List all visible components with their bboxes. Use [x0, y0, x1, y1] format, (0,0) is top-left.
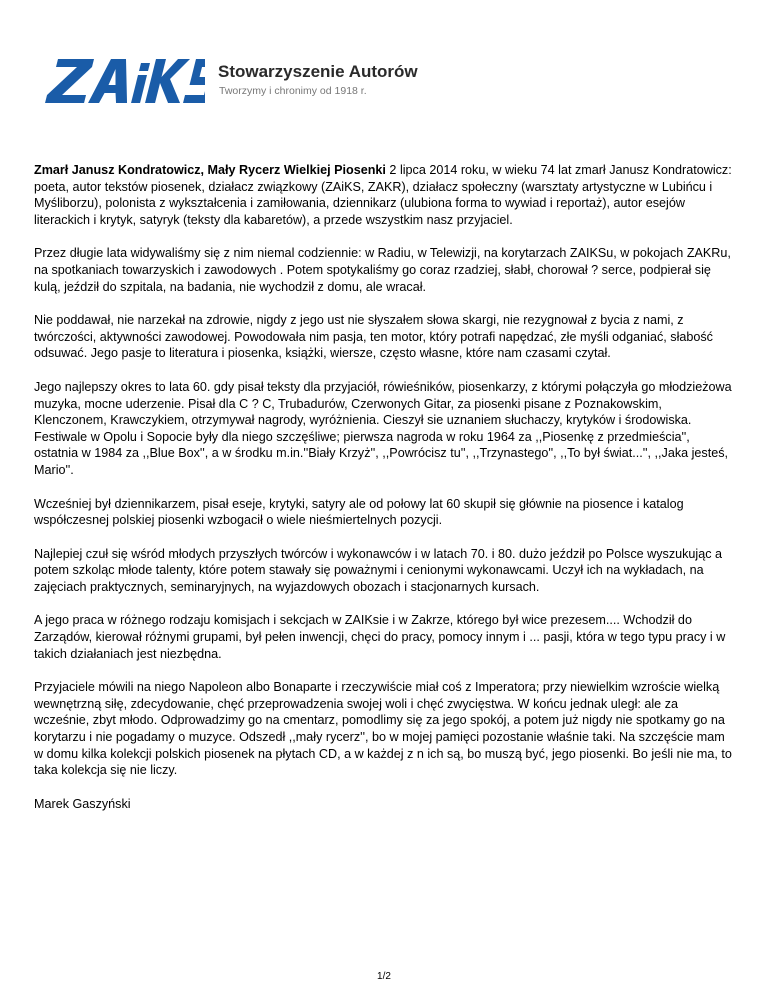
article-paragraph: Najlepiej czuł się wśród młodych przyszłych twórców i wykonawców i w latach 70. i 80. dużo jeździł po Polsce wyszukując a potem szkoląc młode talenty, które potem stawały się poważnymi i cenionymi wykonawcami. Uczył ich na wykładach, na zajęciach praktycznych, seminaryjnych, na wyjazdowych obozach i stacjonarnych kursach. — [34, 546, 723, 594]
article-lead: 2 lipca 2014 roku, w wieku 74 lat zmarł Janusz Kondratowicz: poeta, autor tekstów piosenek, działacz związkowy (ZAiKS, ZAKR), działacz społeczny (warsztaty artystyczne w Lubińcu i Myśliborzu), polonista z wykształcenia i zamiłowania, dziennikarz (ulubiona forma to wywiad i reportaż), autor esejów literackich i krytyk, satyryk (teksty dla kabaretów), a przede wszystkim nasz przyjaciel. — [34, 163, 732, 227]
page-header — [45, 55, 725, 115]
organization-tagline: Tworzymy i chronimy od 1918 r. — [219, 85, 367, 97]
organization-name: Stowarzyszenie Autorów — [218, 62, 418, 81]
article-paragraph: Nie poddawał, nie narzekał na zdrowie, nigdy z jego ust nie słyszałem słowa skargi, nie rezygnował z bycia z nami, z twórczości, aktywności zawodowej. Powodowała nim pasja, ten motor, który potrafi napędzać, złe myśli odganiać, słabość odsuwać. Jego pasje to literatura i piosenka, książki, wiersze, często własne, które nam czasami czytał. — [34, 313, 713, 361]
article-title: Zmarł Janusz Kondratowicz, Mały Rycerz Wielkiej Piosenki — [34, 163, 386, 177]
article-author: Marek Gaszyński — [34, 796, 131, 811]
article-paragraph: Przez długie lata widywaliśmy się z nim niemal codziennie: w Radiu, w Telewizji, na korytarzach ZAIKSu, w pokojach ZAKRu, na spotkaniach towarzyskich i zawodowych . Potem spotykaliśmy go coraz rzadziej, słabł, chorował ? serce, podpierał się kulą, jeździł do szpitala, na badania, nie wychodził z domu, ale wracał. — [34, 246, 731, 294]
article-paragraph: Wcześniej był dziennikarzem, pisał eseje, krytyki, satyry ale od połowy lat 60 skupił się głównie na piosence i katalog współczesnej polskiej piosenki wzbogacił o wiele nieśmiertelnych pozycji. — [34, 496, 684, 528]
article-body — [34, 162, 734, 829]
page-number: 1/2 — [377, 971, 391, 982]
zaiks-logo — [45, 55, 205, 107]
article-paragraph: A jego praca w różnego rodzaju komisjach i sekcjach w ZAIKsie i w Zakrze, którego był wice prezesem.... Wchodził do Zarządów, kierował różnymi grupami, był pełen inwencji, chęci do pracy, pomocy innym i ... pasji, która w tego typu pracy i w takich działaniach jest niezbędna. — [34, 613, 726, 661]
article-paragraph: Przyjaciele mówili na niego Napoleon albo Bonaparte i rzeczywiście miał coś z Imperatora; przy niewielkim wzroście wielką wewnętrzną siłę, zdecydowanie, chęć przeprowadzenia swojej woli i chęć zwycięstwa. W końcu jednak uległ: ale za wcześnie, zbyt młodo. Odprowadzimy go na cmentarz, pomodlimy się za jego spokój, a potem już nigdy nie spotkamy go na korytarzu i nie pogadamy o muzyce. Odszedł ,,mały rycerz'', bo w mojej pamięci pozostanie właśnie taki. Na szczęście mam w domu kilka kolekcji polskich piosenek na płytach CD, a w każdej z n ich są, bo muszą być, jego piosenki. Bo jeśli nie ma, to taka kolekcja się nie liczy. — [34, 680, 732, 778]
article-lead-paragraph — [34, 162, 734, 228]
article-paragraph: Jego najlepszy okres to lata 60. gdy pisał teksty dla przyjaciół, rówieśników, piosenkarzy, z którymi połączyła go młodzieżowa muzyka, mocne uderzenie. Pisał dla C ? C, Trubadurów, Czerwonych Gitar, za piosenki pisane z Poznakowskim, Klenczonem, Krawczykiem, otrzymywał nagrody, wyróżnienia. Cieszył sie uznaniem słuchaczy, krytyków i środowiska. Festiwale w Opolu i Sopocie były dla niego szczęśliwe; pierwsza nagroda w roku 1964 za ,,Piosenkę z przedmieścia'', ostatnia w 1984 za ,,Blue Box'', a w środku m.in.''Biały Krzyż'', ,,Powrócisz tu'', ,,Trzynastego'', ,,To był świat...'', ,,Jaka jesteś, Mario''. — [34, 379, 732, 477]
